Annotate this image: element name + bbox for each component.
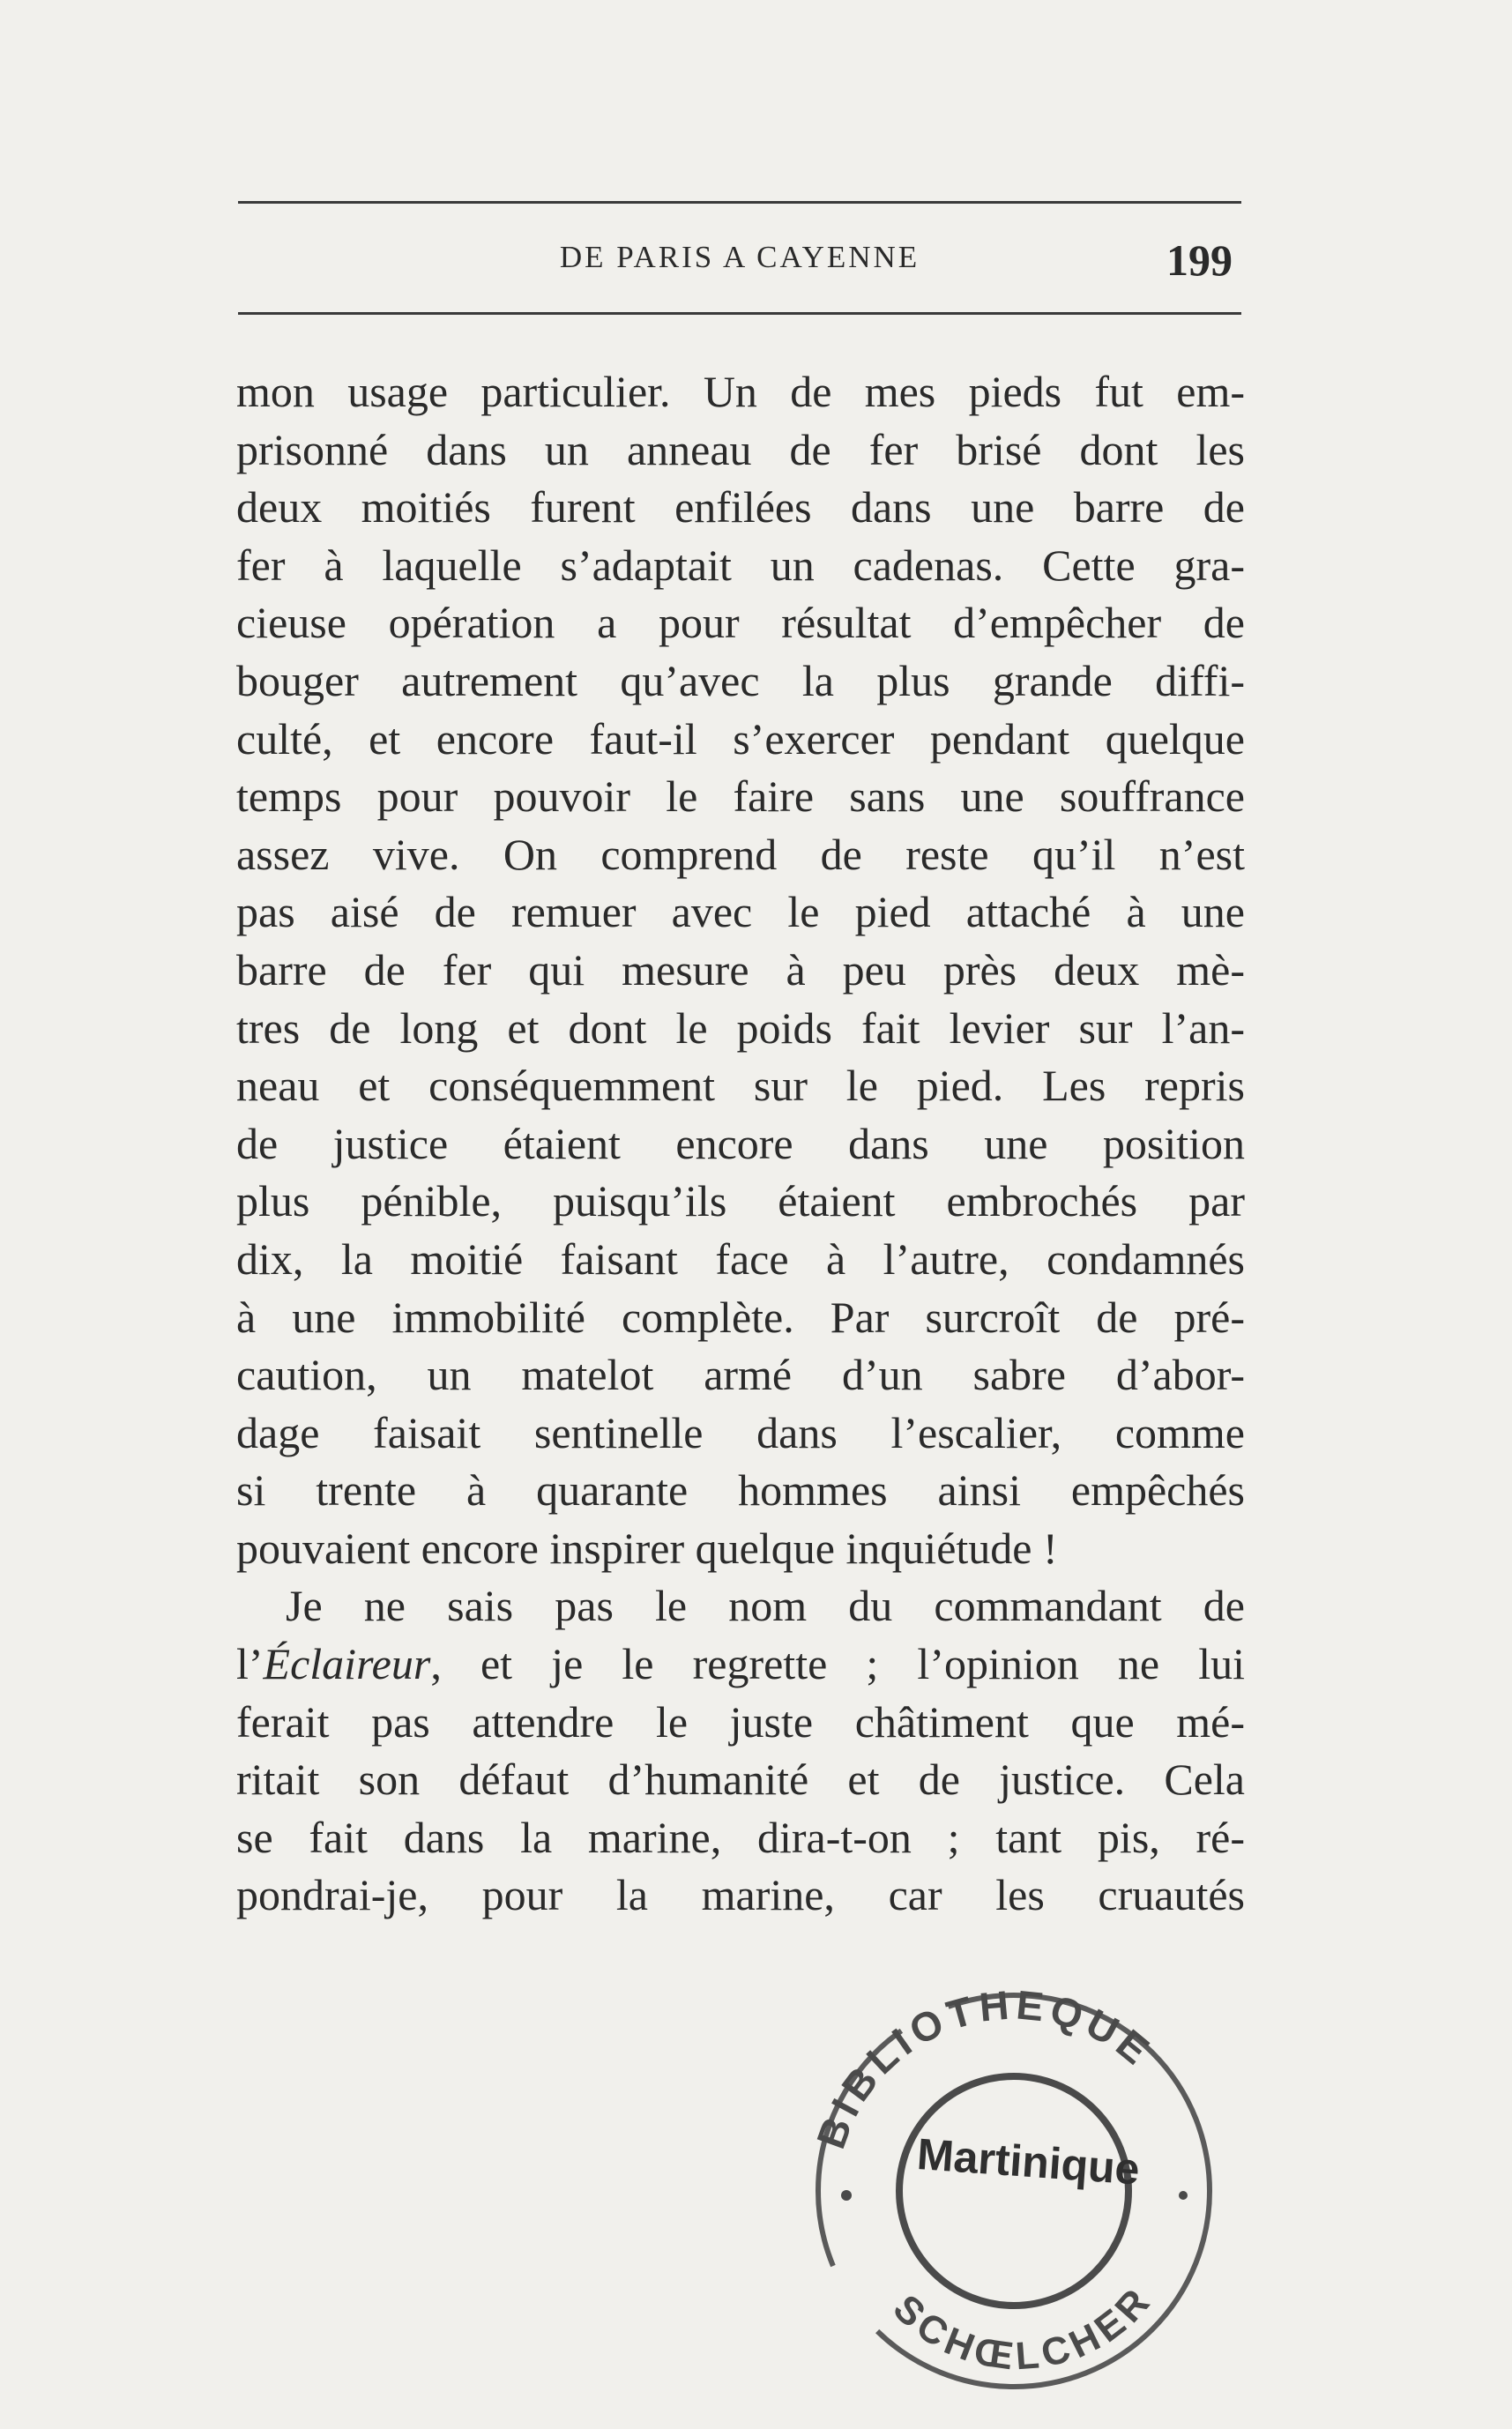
text-line-with-ship-name [236, 1635, 1245, 1694]
text-line: à une immobilité complète. Par surcroît de pré- [236, 1292, 1245, 1342]
text-line: prisonné dans un anneau de fer brisé dont les [236, 424, 1245, 474]
text-line: de justice étaient encore dans une position [236, 1118, 1245, 1168]
stamp-center-text: Martinique [915, 2129, 1142, 2194]
text-line: temps pour pouvoir le faire sans une souffrance [236, 771, 1245, 822]
text-fragment: l’ [236, 1639, 264, 1689]
text-line-paragraph-end: pouvaient encore inspirer quelque inquiétude ! [236, 1523, 1058, 1573]
library-stamp [776, 1975, 1270, 2398]
text-line: barre de fer qui mesure à peu près deux mè- [236, 944, 1245, 995]
text-line: neau et conséquemment sur le pied. Les repris [236, 1061, 1245, 1111]
text-line: dix, la moitié faisant face à l’autre, condamnés [236, 1233, 1245, 1284]
header-bottom-rule [238, 312, 1241, 315]
text-line: dage faisait sentinelle dans l’escalier, comme [236, 1407, 1245, 1457]
running-head [238, 235, 1241, 287]
text-line: bouger autrement qu’avec la plus grande diffi- [236, 655, 1245, 705]
text-line: si trente à quarante hommes ainsi empêchés [236, 1465, 1245, 1516]
text-line: deux moitiés furent enfilées dans une barre de [236, 482, 1245, 533]
ship-name: Éclaireur [263, 1639, 431, 1689]
text-line: plus pénible, puisqu’ils étaient embrochés par [236, 1176, 1245, 1226]
text-line-paragraph-start: Je ne sais pas le nom du commandant de [286, 1581, 1245, 1631]
header-top-rule [238, 201, 1241, 204]
text-line: cieuse opération a pour résultat d’empêcher de [236, 598, 1245, 648]
text-line: ferait pas attendre le juste châtiment que mé- [236, 1696, 1245, 1747]
stamp-top-text: BIBLIOTHEQUE [807, 1981, 1162, 2155]
text-line: se fait dans la marine, dira-t-on ; tant pis, ré- [236, 1812, 1245, 1862]
body-text [236, 363, 1245, 1925]
page-number: 199 [1166, 235, 1233, 285]
text-line: mon usage particulier. Un de mes pieds fut em- [236, 367, 1245, 416]
text-line: assez vive. On comprend de reste qu’il n’est [236, 829, 1245, 879]
text-line: ritait son défaut d’humanité et de justice. Cela [236, 1755, 1245, 1805]
stamp-bottom-text: SCHŒLCHER [884, 2276, 1162, 2380]
text-line: fer à laquelle s’adaptait un cadenas. Cette gra- [236, 540, 1245, 590]
text-line: caution, un matelot armé d’un sabre d’abor- [236, 1350, 1245, 1400]
text-line: tres de long et dont le poids fait levier sur l’an- [236, 1002, 1245, 1053]
text-line: pondrai-je, pour la marine, car les cruautés [236, 1870, 1245, 1920]
text-fragment: , et je le regrette ; l’opinion ne lui [430, 1639, 1245, 1689]
text-line: pas aisé de remuer avec le pied attaché à une [236, 887, 1245, 937]
text-line: culté, et encore faut-il s’exercer pendant quelque [236, 713, 1245, 764]
running-title: DE PARIS A CAYENNE [559, 240, 920, 274]
